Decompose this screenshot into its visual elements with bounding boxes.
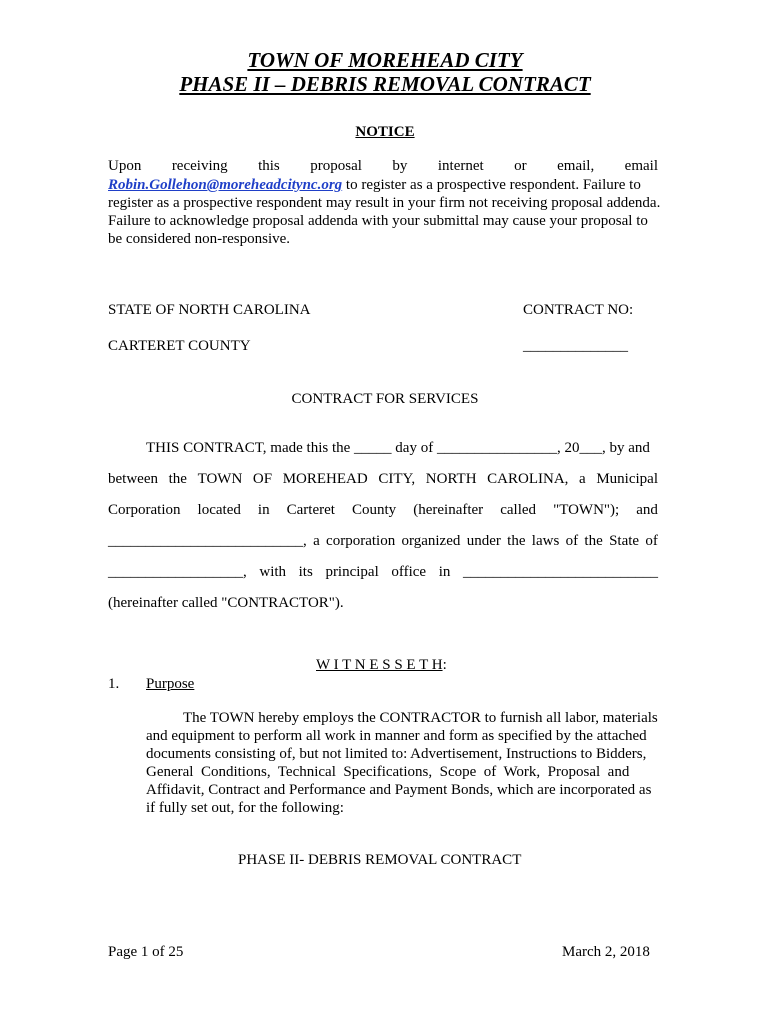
body-line-1: THIS CONTRACT, made this the _____ day of ________________, 20___, by and: [146, 440, 650, 456]
section-line-5: Affidavit, Contract and Performance and Payment Bonds, which are incorporated as: [146, 782, 652, 798]
word: Municipal: [596, 471, 658, 487]
word: Upon: [108, 158, 142, 174]
word: by: [392, 158, 408, 174]
body-line-4: [108, 533, 658, 550]
word: its: [298, 564, 313, 580]
word: email: [624, 158, 658, 174]
body-line-5: [108, 564, 658, 581]
word: organized: [401, 533, 461, 549]
body-line-6: (hereinafter called "CONTRACTOR").: [108, 595, 344, 611]
document-title-line2: PHASE II – DEBRIS REMOVAL CONTRACT: [179, 72, 591, 96]
page-number: Page 1 of 25: [108, 944, 184, 960]
section-number: 1.: [108, 676, 120, 692]
word: CITY,: [378, 471, 416, 487]
word: the: [168, 471, 187, 487]
word: MOREHEAD: [282, 471, 368, 487]
witnesseth-label: W I T N E S S E T H: [316, 657, 443, 673]
document-title-line1: TOWN OF MOREHEAD CITY: [247, 48, 523, 72]
word: called: [500, 502, 537, 518]
footer-date: March 2, 2018: [562, 944, 650, 960]
word: and: [636, 502, 658, 518]
section-line-1: The TOWN hereby employs the CONTRACTOR to furnish all labor, materials: [183, 710, 658, 726]
notice-line-5: be considered non-responsive.: [108, 231, 291, 247]
word: this: [258, 158, 280, 174]
word: the: [507, 533, 526, 549]
word: TOWN: [197, 471, 243, 487]
word: office: [391, 564, 427, 580]
section-line-3: documents consisting of, but not limited to: Advertisement, Instructions to Bidders,: [146, 746, 647, 762]
word: email,: [557, 158, 595, 174]
word: (hereinafter: [413, 502, 484, 518]
word: between: [108, 471, 158, 487]
word: NORTH: [425, 471, 477, 487]
word: located: [197, 502, 241, 518]
word: State: [609, 533, 640, 549]
witnesseth-colon: :: [442, 657, 447, 673]
email-link[interactable]: Robin.Gollehon@moreheadcitync.org: [108, 177, 343, 193]
notice-line-2: [108, 177, 641, 194]
notice-line-1: [108, 158, 658, 175]
word: of: [565, 533, 579, 549]
word: OF: [252, 471, 273, 487]
word: receiving: [171, 158, 228, 174]
word: County: [351, 502, 397, 518]
word: of: [645, 533, 658, 549]
word: or: [514, 158, 527, 174]
word: __________________________: [462, 564, 658, 580]
word: a: [579, 471, 586, 487]
state-label: STATE OF NORTH CAROLINA: [108, 302, 311, 318]
county-label: CARTERET COUNTY: [108, 338, 251, 354]
contract-no-label: CONTRACT NO:: [523, 302, 634, 318]
body-line-2: [108, 471, 658, 488]
notice-line-3: register as a prospective respondent may result in your firm not receiving proposal addenda.: [108, 195, 661, 211]
section-line-6: if fully set out, for the following:: [146, 800, 344, 816]
word: internet: [437, 158, 484, 174]
word: Corporation: [108, 502, 181, 518]
contract-no-blank: ______________: [523, 338, 628, 354]
body-line-3: [108, 502, 658, 519]
word: corporation: [326, 533, 396, 549]
word: proposal: [310, 158, 362, 174]
word: __________________,: [108, 564, 247, 580]
word: "TOWN");: [553, 502, 620, 518]
word: a: [313, 533, 320, 549]
word: principal: [325, 564, 379, 580]
section-line-4: General Conditions, Technical Specifications, Scope of Work, Proposal and: [146, 764, 630, 780]
word: Carteret: [286, 502, 335, 518]
contract-heading: CONTRACT FOR SERVICES: [291, 391, 479, 407]
word: in: [438, 564, 451, 580]
word: the: [584, 533, 603, 549]
word: laws: [531, 533, 560, 549]
notice-heading: NOTICE: [355, 124, 415, 140]
notice-line-2-text: to register as a prospective respondent. Failure to: [342, 177, 641, 193]
subject-line: PHASE II- DEBRIS REMOVAL CONTRACT: [238, 852, 522, 868]
notice-line-4: Failure to acknowledge proposal addenda with your submittal may cause your proposal to: [108, 213, 648, 229]
word: with: [259, 564, 287, 580]
section-heading: Purpose: [146, 676, 195, 692]
witnesseth-heading: [316, 657, 447, 674]
section-line-2: and equipment to perform all work in manner and form as specified by the attached: [146, 728, 647, 744]
word: in: [257, 502, 270, 518]
word: CAROLINA,: [487, 471, 569, 487]
word: __________________________,: [108, 533, 307, 549]
word: under: [466, 533, 501, 549]
